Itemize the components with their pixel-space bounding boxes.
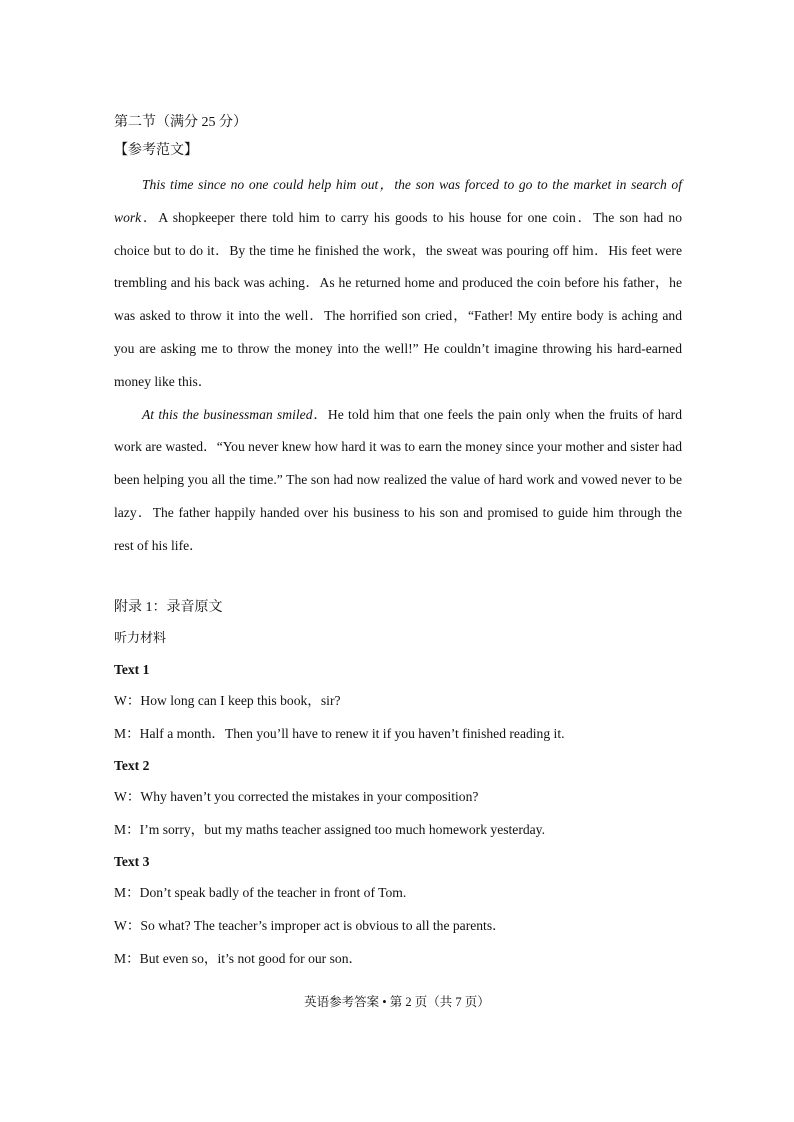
text-heading: Text 1 — [114, 662, 150, 677]
dialogue-line: M：Don’t speak badly of the teacher in front of Tom. — [114, 885, 407, 901]
paragraph-2-given-opening: At this the businessman smiled — [142, 406, 313, 422]
page-footer: 英语参考答案 • 第 2 页（共 7 页） — [304, 995, 490, 1009]
appendix-title: 附录 1：录音原文 — [114, 600, 223, 615]
text-block-1 — [114, 660, 682, 744]
essay-paragraph-2 — [114, 399, 682, 563]
text-heading: Text 3 — [114, 854, 150, 870]
text-heading: Text 2 — [114, 758, 150, 774]
paragraph-2-body: ．He told him that one feels the pain only when the fruits of hard work are wasted．“You never knew how hard it was to earn the money since your mother and sister had been helping you all the time.” The son had now realized the value of hard work and vowed never to be lazy．The father happily handed over his business to his son and promised to guide him through the rest of his life． — [114, 406, 682, 553]
dialogue-line: W：Why haven’t you corrected the mistakes in your composition? — [114, 789, 479, 805]
writing-section — [114, 113, 682, 563]
reference-essay-label: 【参考范文】 — [114, 143, 198, 158]
text-block-3 — [114, 852, 682, 968]
paragraph-1-given-opening: This time since no one could help him out，the son was forced to go to the market in search of work — [114, 177, 682, 225]
paragraph-1-body: ．A shopkeeper there told him to carry his goods to his house for one coin．The son had no choice but to do it．By the time he finished the work，the sweat was pouring off him．His feet were trembling and his back was aching．As he returned home and produced the coin before his father，he was asked to throw it into the well．The horrified son cried，“Father! My entire body is aching and you are asking me to throw the money into the well!” He couldn’t imagine throwing his hard-earned money like this． — [114, 209, 682, 389]
dialogue-line: W：How long can I keep this book，sir? — [114, 693, 341, 708]
dialogue-line: M：But even so，it’s not good for our son． — [114, 950, 363, 966]
text-block-2 — [114, 756, 682, 840]
dialogue-line: M：Half a month．Then you’ll have to renew it if you haven’t finished reading it. — [114, 725, 565, 741]
dialogue-line: W：So what? The teacher’s improper act is obvious to all the parents． — [114, 917, 506, 933]
section-title: 第二节（满分 25 分） — [114, 115, 247, 130]
dialogue-line: M：I’m sorry，but my maths teacher assigned too much homework yesterday. — [114, 821, 545, 837]
essay-paragraph-1 — [114, 169, 682, 399]
listening-material-title: 听力材料 — [114, 631, 167, 646]
appendix-section — [114, 598, 682, 981]
